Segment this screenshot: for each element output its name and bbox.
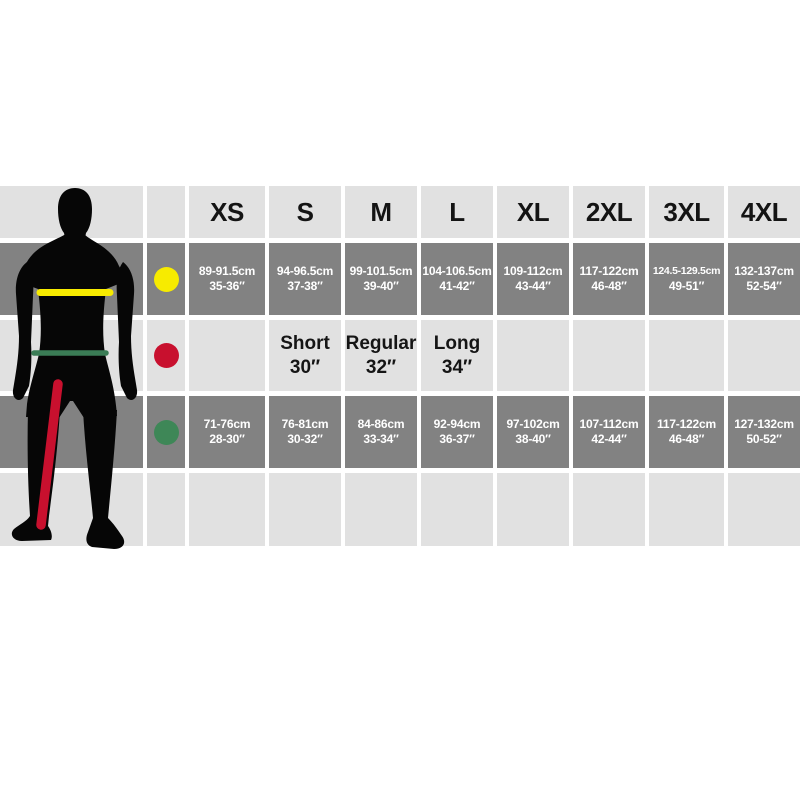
size-column-header: XL xyxy=(497,186,569,238)
empty-cell xyxy=(649,473,724,546)
empty-cell xyxy=(573,473,645,546)
cell-cm-value: 117-122cm xyxy=(579,263,639,278)
table-cell xyxy=(269,243,341,315)
empty-cell xyxy=(421,473,493,546)
chest-indicator-dot xyxy=(154,267,179,292)
cell-inch-value: 49-51″ xyxy=(668,279,705,293)
table-cell xyxy=(573,320,645,391)
inside-leg-indicator-dot xyxy=(154,343,179,368)
cell-inch-value: 35-36″ xyxy=(209,279,245,293)
size-column-header: L xyxy=(421,186,493,238)
empty-cell xyxy=(497,473,569,546)
table-cell xyxy=(497,243,569,315)
fit-inch-value: 32″ xyxy=(365,356,397,378)
cell-inch-value: 41-42″ xyxy=(439,279,475,293)
size-column-header: 2XL xyxy=(573,186,645,238)
dot-column-header-cell xyxy=(147,186,185,238)
table-cell xyxy=(345,320,417,391)
fit-label: Short xyxy=(280,332,330,354)
cell-inch-value: 30-32″ xyxy=(287,432,323,446)
size-column-header: S xyxy=(269,186,341,238)
cell-cm-value: 109-112cm xyxy=(503,263,563,278)
cell-cm-value: 89-91.5cm xyxy=(198,263,256,278)
table-cell xyxy=(573,243,645,315)
table-cell xyxy=(497,320,569,391)
cell-cm-value: 104-106.5cm xyxy=(422,263,492,278)
size-column-header: M xyxy=(345,186,417,238)
cell-cm-value: 107-112cm xyxy=(579,416,639,431)
table-cell xyxy=(421,320,493,391)
cell-cm-value: 127-132cm xyxy=(734,416,794,431)
cell-inch-value: 28-30″ xyxy=(209,432,245,446)
cell-inch-value: 33-34″ xyxy=(363,432,399,446)
cell-cm-value: 124.5-129.5cm xyxy=(652,264,721,277)
dot-column-cell xyxy=(147,396,185,468)
cell-inch-value: 39-40″ xyxy=(363,279,399,293)
table-cell xyxy=(421,396,493,468)
silhouette-left-arm xyxy=(13,262,33,400)
cell-inch-value: 38-40″ xyxy=(515,432,551,446)
empty-cell xyxy=(269,473,341,546)
cell-cm-value: 99-101.5cm xyxy=(349,263,413,278)
cell-inch-value: 36-37″ xyxy=(439,432,475,446)
table-cell xyxy=(189,243,265,315)
fit-label: Regular xyxy=(345,332,417,354)
dot-column-cell xyxy=(147,473,185,546)
empty-cell xyxy=(728,473,800,546)
table-cell xyxy=(269,320,341,391)
table-cell xyxy=(728,243,800,315)
table-cell xyxy=(189,396,265,468)
dot-column-cell xyxy=(147,320,185,391)
cell-cm-value: 97-102cm xyxy=(506,416,560,431)
cell-inch-value: 52-54″ xyxy=(746,279,782,293)
table-cell xyxy=(421,243,493,315)
cell-cm-value: 94-96.5cm xyxy=(276,263,334,278)
cell-cm-value: 71-76cm xyxy=(203,416,251,431)
table-cell xyxy=(345,243,417,315)
empty-cell xyxy=(189,473,265,546)
table-cell xyxy=(649,396,724,468)
cell-cm-value: 92-94cm xyxy=(433,416,481,431)
table-cell xyxy=(649,243,724,315)
table-cell xyxy=(189,320,265,391)
cell-cm-value: 117-122cm xyxy=(657,416,716,431)
cell-inch-value: 42-44″ xyxy=(591,432,627,446)
table-cell xyxy=(573,396,645,468)
cell-inch-value: 37-38″ xyxy=(287,279,323,293)
cell-inch-value: 46-48″ xyxy=(591,279,627,293)
cell-inch-value: 50-52″ xyxy=(746,432,782,446)
fit-inch-value: 34″ xyxy=(441,356,473,378)
size-column-header: XS xyxy=(189,186,265,238)
silhouette-right-arm xyxy=(117,262,137,400)
table-cell xyxy=(649,320,724,391)
silhouette-torso xyxy=(21,234,123,418)
cell-cm-value: 84-86cm xyxy=(357,416,405,431)
fit-inch-value: 30″ xyxy=(289,356,321,378)
cell-cm-value: 76-81cm xyxy=(281,416,329,431)
table-cell xyxy=(497,396,569,468)
empty-cell xyxy=(345,473,417,546)
fit-label: Long xyxy=(433,332,481,354)
waist-indicator-dot xyxy=(154,420,179,445)
silhouette-right-leg xyxy=(83,410,124,549)
table-cell xyxy=(269,396,341,468)
table-cell xyxy=(345,396,417,468)
table-cell xyxy=(728,396,800,468)
size-column-header: 4XL xyxy=(728,186,800,238)
body-silhouette-figure xyxy=(0,186,143,558)
table-cell xyxy=(728,320,800,391)
dot-column-cell xyxy=(147,243,185,315)
cell-inch-value: 46-48″ xyxy=(668,432,705,446)
cell-cm-value: 132-137cm xyxy=(734,263,794,278)
size-column-header: 3XL xyxy=(649,186,724,238)
cell-inch-value: 43-44″ xyxy=(515,279,551,293)
